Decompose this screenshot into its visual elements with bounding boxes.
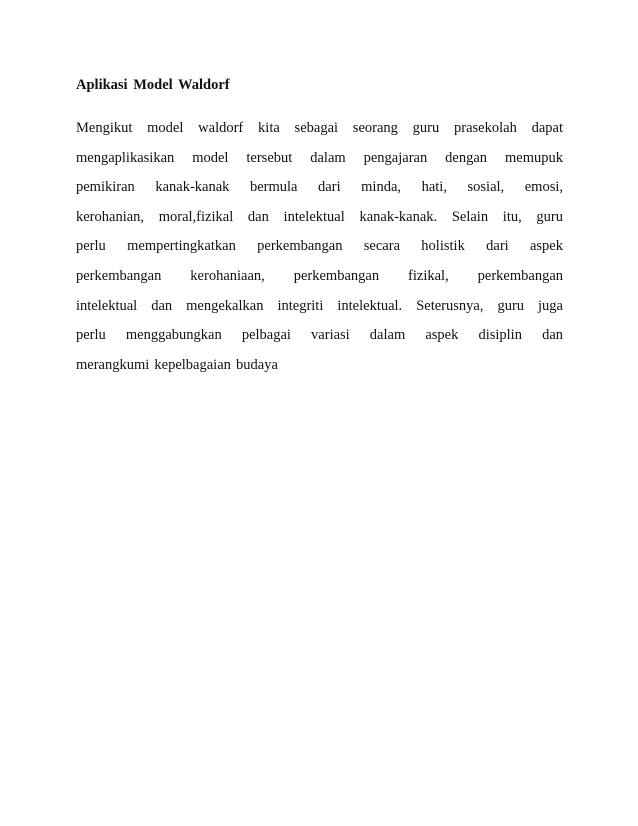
paragraph-line-5: perlu mempertingkatkan perkembangan secara holistik dari aspek: [76, 238, 563, 255]
section-heading: Aplikasi Model Waldorf: [76, 77, 230, 93]
paragraph-line-9: merangkumi kepelbagaian budaya: [76, 356, 278, 373]
paragraph-line-7: intelektual dan mengekalkan integriti intelektual. Seterusnya, guru juga: [76, 297, 563, 314]
paragraph-line-6: perkembangan kerohaniaan, perkembangan fizikal, perkembangan: [76, 267, 563, 284]
paragraph-line-8: perlu menggabungkan pelbagai variasi dalam aspek disiplin dan: [76, 327, 563, 344]
paragraph-line-1: Mengikut model waldorf kita sebagai seorang guru prasekolah dapat: [76, 120, 563, 136]
paragraph-line-2: mengaplikasikan model tersebut dalam pengajaran dengan memupuk: [76, 149, 563, 166]
body-paragraph: [76, 114, 563, 380]
paragraph-line-3: pemikiran kanak-kanak bermula dari minda, hati, sosial, emosi,: [76, 179, 563, 196]
paragraph-line-4: kerohanian, moral,fizikal dan intelektual kanak-kanak. Selain itu, guru: [76, 208, 563, 225]
